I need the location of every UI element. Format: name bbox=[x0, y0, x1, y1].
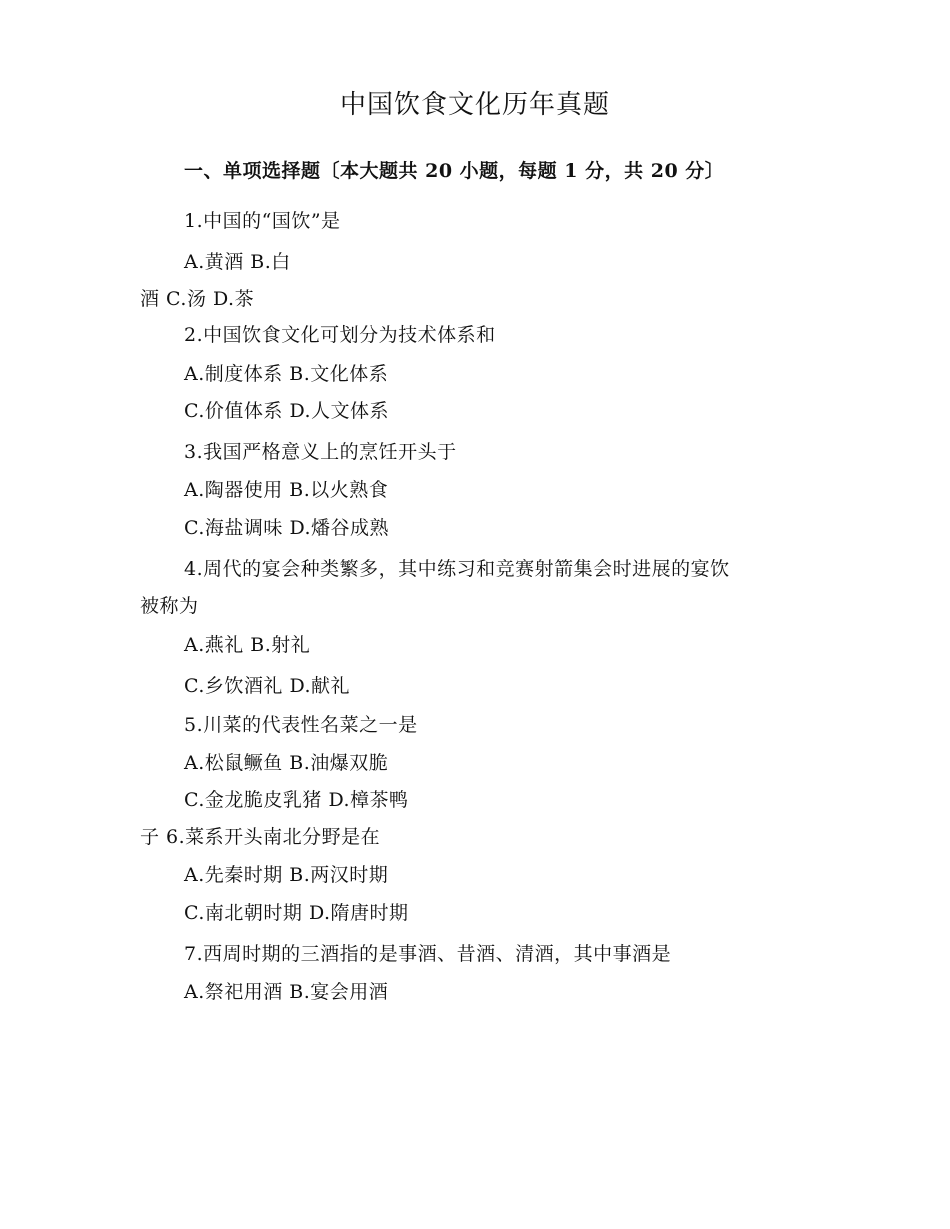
question-6: 子 6.菜系开头南北分野是在 bbox=[140, 826, 381, 848]
question-3: 3.我国严格意义上的烹饪开头于 bbox=[184, 441, 457, 463]
question-5: 5.川菜的代表性名菜之一是 bbox=[184, 714, 418, 736]
section-heading: 一、单项选择题〔本大题共 20 小题，每题 1 分，共 20 分〕 bbox=[184, 160, 725, 182]
question-4-options-a-b: A.燕礼 B.射礼 bbox=[184, 634, 311, 656]
question-2-options-a-b: A.制度体系 B.文化体系 bbox=[184, 363, 389, 385]
question-1-options-a-b: A.黄酒 B.白 bbox=[184, 251, 291, 273]
question-1-options-c-d: 酒 C.汤 D.茶 bbox=[140, 288, 255, 310]
question-3-options-a-b: A.陶器使用 B.以火熟食 bbox=[184, 479, 389, 501]
question-4-continued: 被称为 bbox=[140, 595, 199, 617]
question-7: 7.西周时期的三酒指的是事酒、昔酒、清酒，其中事酒是 bbox=[184, 943, 672, 965]
question-6-options-c-d: C.南北朝时期 D.隋唐时期 bbox=[184, 902, 409, 924]
question-3-options-c-d: C.海盐调味 D.燔谷成熟 bbox=[184, 517, 390, 539]
question-7-options-a-b: A.祭祀用酒 B.宴会用酒 bbox=[184, 981, 389, 1003]
question-4: 4.周代的宴会种类繁多，其中练习和竞赛射箭集会时进展的宴饮 bbox=[184, 558, 730, 580]
question-6-options-a-b: A.先秦时期 B.两汉时期 bbox=[184, 864, 389, 886]
document-title: 中国饮食文化历年真题 bbox=[339, 90, 610, 120]
question-2: 2.中国饮食文化可划分为技术体系和 bbox=[184, 324, 496, 346]
question-2-options-c-d: C.价值体系 D.人文体系 bbox=[184, 400, 390, 422]
question-5-options-c-d: C.金龙脆皮乳猪 D.樟茶鸭 bbox=[184, 789, 409, 811]
question-1: 1.中国的“国饮”是 bbox=[184, 210, 341, 232]
question-5-options-a-b: A.松鼠鳜鱼 B.油爆双脆 bbox=[184, 752, 389, 774]
question-4-options-c-d: C.乡饮酒礼 D.献礼 bbox=[184, 675, 351, 697]
